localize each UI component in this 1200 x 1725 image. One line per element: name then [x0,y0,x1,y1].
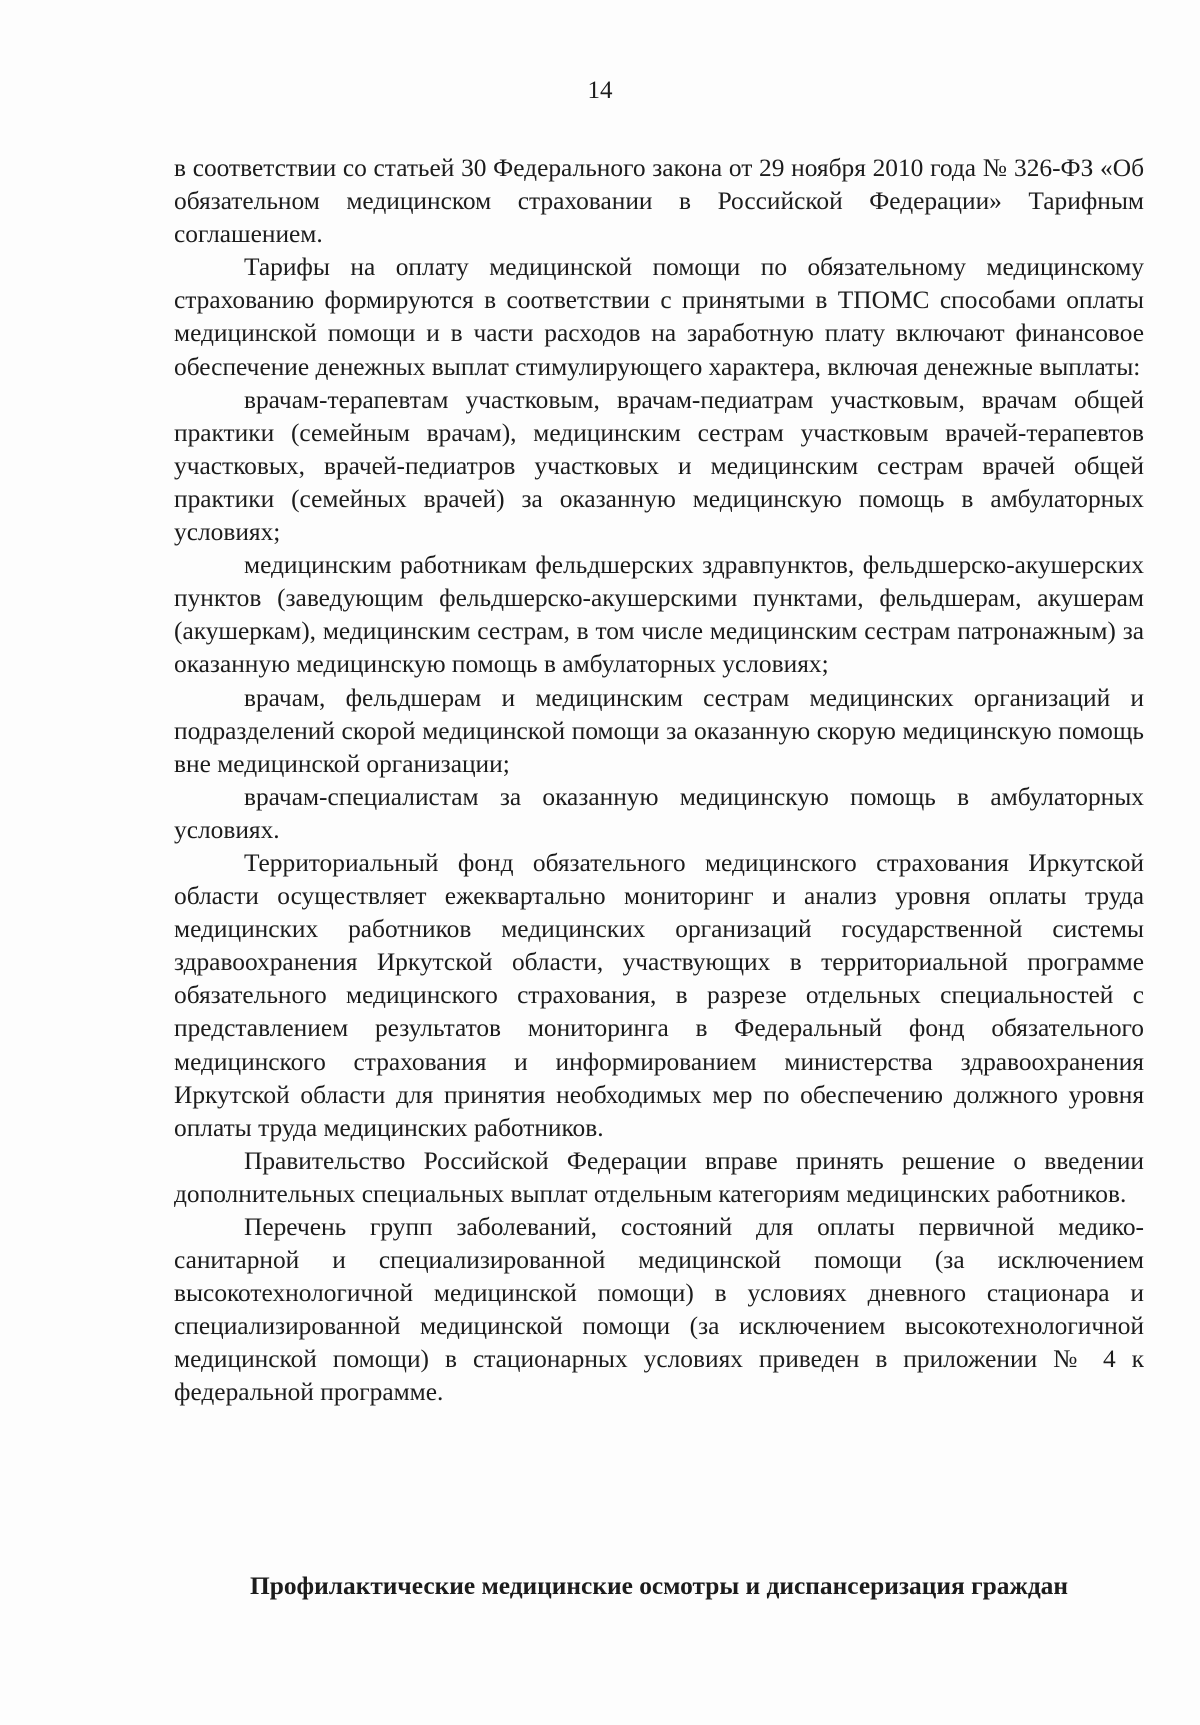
paragraph-government: Правительство Российской Федерации вправе принять решение о введении дополнительных специальных выплат отдельным категориям медицинских работников. [174,1146,1144,1208]
paragraph-list-item-specialists: врачам-специалистам за оказанную медицинскую помощь в амбулаторных условиях. [174,782,1144,844]
paragraph-list-item-feldsher-points: медицинским работникам фельдшерских здравпунктов, фельдшерско-акушерских пунктов (заведующим фельдшерско-акушерскими пунктами, фельдшерам, акушерам (акушеркам), медицинским сестрам, в том числе медицинским сестрам патронажным) за оказанную медицинскую помощь в амбулаторных условиях; [174,551,1144,679]
paragraph-tariffs: Тарифы на оплату медицинской помощи по обязательному медицинскому страхованию формируются в соответствии с принятыми в ТПОМС способами оплаты медицинской помощи и в части расходов на заработную плату включают финансовое обеспечение денежных выплат стимулирующего характера, включая денежные выплаты: [174,253,1144,381]
paragraph-monitoring: Территориальный фонд обязательного медицинского страхования Иркутской области осуществляет ежеквартально мониторинг и анализ уровня оплаты труда медицинских работников медицинских организаций государственной системы здравоохранения Иркутской области, участвующих в территориальной программе обязательного медицинского страхования, в разрезе отдельных специальностей с представлением результатов мониторинга в Федеральный фонд обязательного медицинского страхования и информированием министерства здравоохранения Иркутской области для принятия необходимых мер по обеспечению должного уровня оплаты труда медицинских работников. [174,848,1144,1142]
paragraph-disease-groups: Перечень групп заболеваний, состояний для оплаты первичной медико-санитарной и специализированной медицинской помощи (за исключением высокотехнологичной медицинской помощи) в условиях дневного стационара и специализированной медицинской помощи (за исключением высокотехнологичной медицинской помощи) в стационарных условиях приведен в приложении № 4 к федеральной программе. [174,1213,1144,1407]
section-heading: Профилактические медицинские осмотры и диспансеризация граждан [249,1572,1069,1600]
body-text [174,152,1144,1410]
page-number: 14 [587,77,613,104]
paragraph-list-item-therapists: врачам-терапевтам участковым, врачам-педиатрам участковым, врачам общей практики (семейным врачам), медицинским сестрам участковым врачей-терапевтов участковых, врачей-педиатров участковых и медицинским сестрам врачей общей практики (семейных врачей) за оказанную медицинскую помощь в амбулаторных условиях; [174,385,1144,547]
paragraph-list-item-ambulance: врачам, фельдшерам и медицинским сестрам медицинских организаций и подразделений скорой медицинской помощи за оказанную скорую медицинскую помощь вне медицинской организации; [174,683,1144,778]
paragraph-continuation: в соответствии со статьей 30 Федерального закона от 29 ноября 2010 года № 326-ФЗ «Об обязательном медицинском страховании в Российской Федерации» Тарифным соглашением. [174,154,1144,249]
